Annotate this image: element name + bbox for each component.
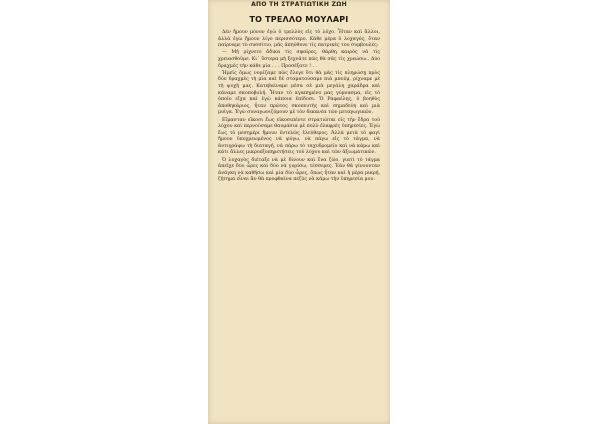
article-title: ΤΟ ΤΡΕΛΛΟ ΜΟΥΛΑΡΙ	[249, 15, 349, 24]
paragraph-5: Ὁ λοχαγὸς διέταξε νὰ μὲ δίνουν καὶ ἕνα ζῶο, γιατί τὸ τάγμα ἀπεῖχε δύο ὧρες καὶ δύο νὰ γυρίσω, τέσσερες. Ἐὰν θὰ γίνουνταν ἀνάγκη νὰ καθήσω καὶ μία δύο ὧρες, ὅπως ἦταν καὶ ἡ μέρα μικρή, ζήτημα εἶναι ἂν θὰ προφθαίνα πεζὸς νὰ κάμω τὴν ὑπηρεσία μου.	[218, 157, 380, 183]
paragraph-2: — Μὴ ρίχνετε ἄδικα τὶς σφαῖρες, θάρθῃ καιρὸς νὰ τὶς χρειασθοῦμε. Κι᾽ ὕστερα μὴ ξεχνᾶτε πῶς θὰ σᾶς τὶς χρεώσω.. Δύο δραχμὲς τὴν κάθε μία . . . Προσέξατε ! . .	[218, 50, 380, 69]
article-body	[218, 30, 380, 184]
section-header: ΑΠΟ ΤΗ ΣΤΡΑΤΙΩΤΙΚΗ ΖΩΗ	[251, 1, 347, 8]
newspaper-clipping	[208, 0, 390, 424]
paragraph-1: Δὲν ἤμουν μόνον ἐγὼ ὁ τρελλὸς εἰς τὸ λόχο. Ἦταν καὶ ἄλλοι, ἀλλὰ ἐγὼ ἤμουν λίγο περισσότερο. Κάθε μέρα ὁ λοχαγός, ὅταν παίρναμε τὸ συσσίτιο, μᾶς ἀπηύθυνε τὶς πατρικὲς του συμβουλές:	[218, 30, 380, 49]
paragraph-4: Εἴμασταν εἴκοσι ἕως εἰκοσιπέντε στρατιῶται εἰς τὴν ἕδρα τοῦ λόχου καὶ περνούσαμε θαυμάσια μὲ πολὺ ἐλαφρὲς ὑπηρεσίες. Ἐγὼ ἕως τὸ μεσημέρι ἤμουν ἐντελῶς ἐλεύθερος. Ἀλλὰ μετὰ τὸ φαγὶ ἤμουν ὑποχρεωμένος νὰ φύγω, νὰ πάγω εἰς τὸ τάγμα, νὰ ἀντιγράψω τὴ διαταγή, νὰ πάρω τὸ ταχυδρομεῖο καὶ νὰ κάμω καὶ κάτι ἄλλες μικροεξυπηρετήσεις τοῦ λόχου καὶ τῶν ἀξιωματικῶν.	[218, 117, 380, 156]
paragraph-3: Ἡμεῖς ὅμως νομίζαμε πῶς ἔλεγε ὅτι θὰ μᾶς τὶς πληρώσῃ πρὸς δύο δραχμὲς τὴ μία καὶ δὲ σταματούσαμε πιὰ μπούμ, ρίχναμε μὲ τὴ ψυχή μας. Κατεβαίναμε μέσα σὲ μιὰ μεγάλη χαράδρα καὶ κάναμε σκοποβολή. Ἦταν τὸ αγαπημένο μας γύμνασμα, εἰς τὸ ὁποῖο εἴχα καὶ ἐγὼ κάποια ἐπίδοσι. Ὁ Ραφαέλης, ὁ βοηθὸς ἀποθηκάριος, ἦταν πρῶτος σκοπευτὴς καὶ σημαδεύη καὶ μιὰ μυῖγα. Ἐγὼ συναγωνιζόμουν μὲ τὸν δεκανέα τῶν μεταγωγικῶν.	[218, 70, 380, 116]
